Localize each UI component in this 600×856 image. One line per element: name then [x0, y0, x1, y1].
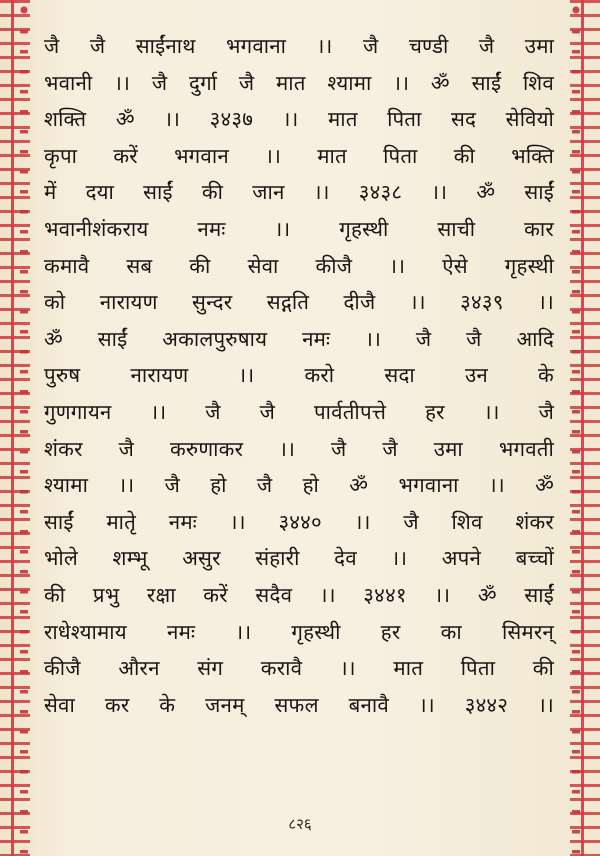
text-line: राधेश्यामाय नमः ।। गृहस्थी हर का सिमरन् — [44, 619, 554, 644]
text-line: गुणगायन ।। जै जै पार्वतीपत्ते हर ।। जै — [44, 399, 554, 424]
verse-text-block — [44, 28, 554, 723]
left-floral-border — [0, 0, 30, 856]
text-line: कीजै औरन संग करावै ।। मात पिता की — [44, 656, 554, 681]
text-line: में दया साईं की जान ।। ३४३८ ।। ॐ साईं — [44, 180, 554, 205]
text-line: को नारायण सुन्दर सद्गति दीजै ।। ३४३९ ।। — [44, 290, 554, 315]
text-line: की प्रभु रक्षा करें सदैव ।। ३४४१ ।। ॐ साईं — [44, 582, 554, 607]
text-line: शंकर जै करुणाकर ।। जै जै उमा भगवती — [44, 436, 554, 461]
text-line: पुरुष नारायण ।। करो सदा उन के — [44, 363, 554, 388]
right-floral-border — [570, 0, 600, 856]
text-line: जै जै साईंनाथ भगवाना ।। जै चण्डी जै उमा — [44, 34, 554, 58]
text-line: कृपा करें भगवान ।। मात पिता की भक्ति — [44, 143, 554, 168]
text-line: श्यामा ।। जै हो जै हो ॐ भगवाना ।। ॐ — [44, 473, 554, 498]
text-line: शक्ति ॐ ।। ३४३७ ।। मात पिता सद सेवियो — [44, 107, 554, 132]
page-number: ८२६ — [288, 815, 312, 833]
text-line: भोले शम्भू असुर संहारी देव ।। अपने बच्चों — [44, 546, 554, 571]
text-line: भवानी ।। जै दुर्गा जै मात श्यामा ।। ॐ साईं शिव — [44, 70, 554, 95]
text-line: साईं मातृे नमः ।। ३४४० ।। जै शिव शंकर — [44, 509, 554, 534]
text-line: भवानीशंकराय नमः ।। गृहस्थी साची कार — [44, 216, 554, 241]
text-line: सेवा कर के जनम् सफल बनावै ।। ३४४२ ।। — [44, 692, 554, 717]
text-line: कमावै सब की सेवा कीजै ।। ऐसे गृहस्थी — [44, 253, 554, 278]
text-line: ॐ साईं अकालपुरुषाय नमः ।। जै जै आदि — [44, 326, 554, 351]
